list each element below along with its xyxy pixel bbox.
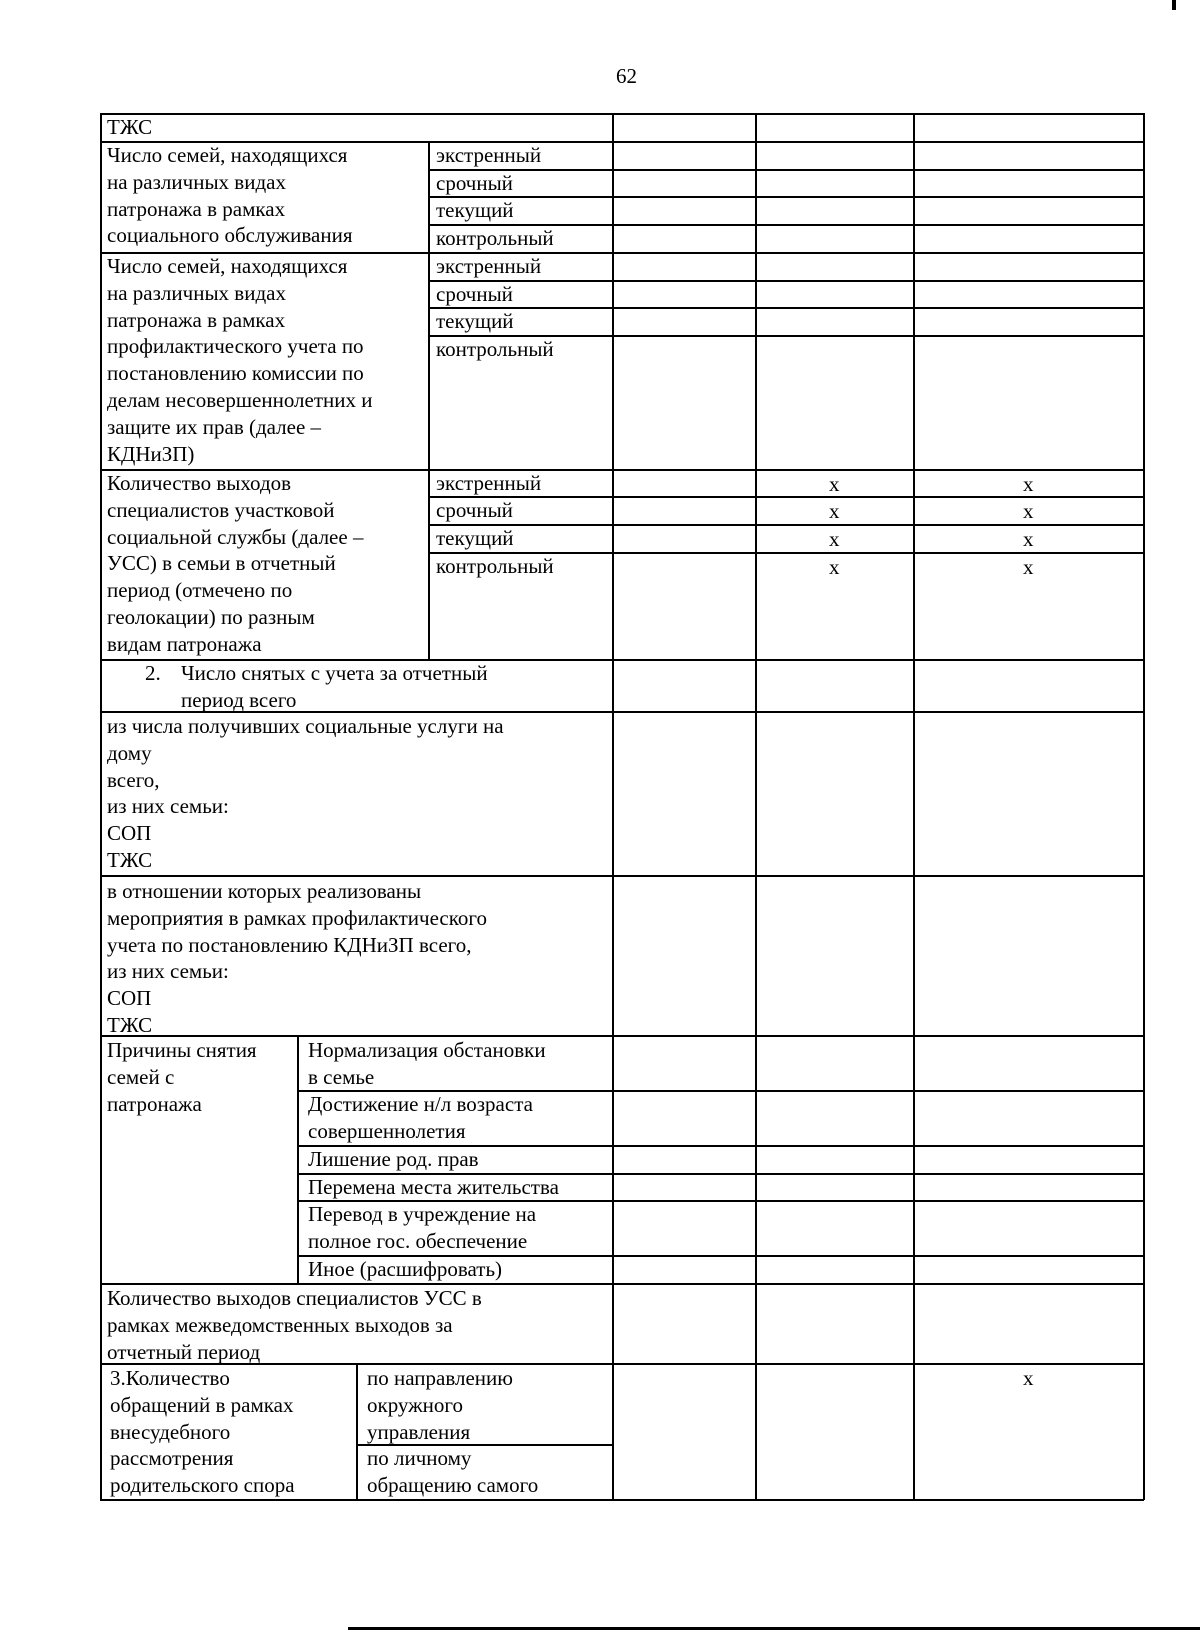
- na-mark: x: [1023, 499, 1034, 523]
- rule: [100, 1499, 1144, 1501]
- section3-sub-personal: по личному обращению самого: [367, 1446, 539, 1497]
- rule: [428, 524, 1144, 526]
- block2-type-urgent: срочный: [436, 282, 513, 306]
- rule: [755, 113, 757, 1500]
- rule: [428, 169, 1144, 171]
- block3-type-urgent: срочный: [436, 498, 513, 522]
- block3-type-emergency: экстренный: [436, 471, 542, 495]
- rule: [100, 113, 1144, 115]
- block2-type-current: текущий: [436, 309, 514, 333]
- na-mark: x: [1023, 1366, 1034, 1390]
- report-table: [100, 113, 1144, 1500]
- block1-type-current: текущий: [436, 198, 514, 222]
- reason-transfer: Перевод в учреждение на полное гос. обеспечение: [308, 1202, 537, 1253]
- rule: [913, 113, 915, 1500]
- home-services-label: из числа получивших социальные услуги на дому всего, из них семьи: СОП ТЖС: [107, 714, 504, 872]
- block2-type-emergency: экстренный: [436, 254, 542, 278]
- na-mark: x: [1023, 472, 1034, 496]
- page-bottom-rule: [348, 1627, 1200, 1630]
- block1-type-emergency: экстренный: [436, 143, 542, 167]
- block1-type-urgent: срочный: [436, 171, 513, 195]
- section2-title: Число снятых с учета за отчетный период всего: [181, 661, 488, 712]
- block1-label: Число семей, находящихся на различных видах патронажа в рамках социального обслуживания: [107, 143, 353, 248]
- block3-type-current: текущий: [436, 526, 514, 550]
- rule: [297, 1035, 299, 1283]
- reason-normalization: Нормализация обстановки в семье: [308, 1038, 546, 1089]
- na-mark: x: [829, 527, 840, 551]
- reasons-label: Причины снятия семей с патронажа: [107, 1038, 257, 1116]
- rule: [428, 280, 1144, 282]
- page-number: 62: [616, 64, 637, 88]
- block2-label: Число семей, находящихся на различных видах патронажа в рамках профилактического учета по постановлению комиссии по делам несовершеннолетних и защите их прав (далее – КДНиЗП): [107, 254, 373, 466]
- rule: [428, 196, 1144, 198]
- section2-number: 2.: [145, 661, 161, 685]
- section3-sub-district: по направлению окружного управления: [367, 1366, 513, 1444]
- na-mark: x: [829, 472, 840, 496]
- block1-type-control: контрольный: [436, 226, 554, 250]
- block3-type-control: контрольный: [436, 554, 554, 578]
- na-mark: x: [1023, 527, 1034, 551]
- reason-other: Иное (расшифровать): [308, 1257, 503, 1281]
- reason-adulthood: Достижение н/л возраста совершеннолетия: [308, 1092, 533, 1143]
- rule: [428, 141, 430, 659]
- interdepartmental-label: Количество выходов специалистов УСС в рамках межведомственных выходов за отчетный период: [107, 1286, 482, 1364]
- rule: [1143, 113, 1145, 1500]
- rule: [428, 307, 1144, 309]
- rule: [100, 113, 102, 1500]
- reason-deprivation: Лишение род. прав: [308, 1147, 479, 1171]
- reason-relocation: Перемена места жительства: [308, 1175, 559, 1199]
- scan-artifact: [1172, 0, 1176, 10]
- rule: [612, 113, 614, 1500]
- rule: [100, 875, 1144, 877]
- row-tzhs: ТЖС: [107, 115, 153, 139]
- section3-label: 3.Количество обращений в рамках внесудебного рассмотрения родительского спора: [110, 1366, 295, 1498]
- block3-label: Количество выходов специалистов участковой социальной службы (далее – УСС) в семьи в отчетный период (отмечено по геолокации) по разным видам патронажа: [107, 471, 364, 656]
- na-mark: x: [829, 499, 840, 523]
- block2-type-control: контрольный: [436, 337, 554, 361]
- rule: [356, 1363, 358, 1500]
- na-mark: x: [1023, 555, 1034, 579]
- kdn-measures-label: в отношении которых реализованы мероприятия в рамках профилактического учета по постановлению КДНиЗП всего, из них семьи: СОП ТЖС: [107, 879, 487, 1037]
- na-mark: x: [829, 555, 840, 579]
